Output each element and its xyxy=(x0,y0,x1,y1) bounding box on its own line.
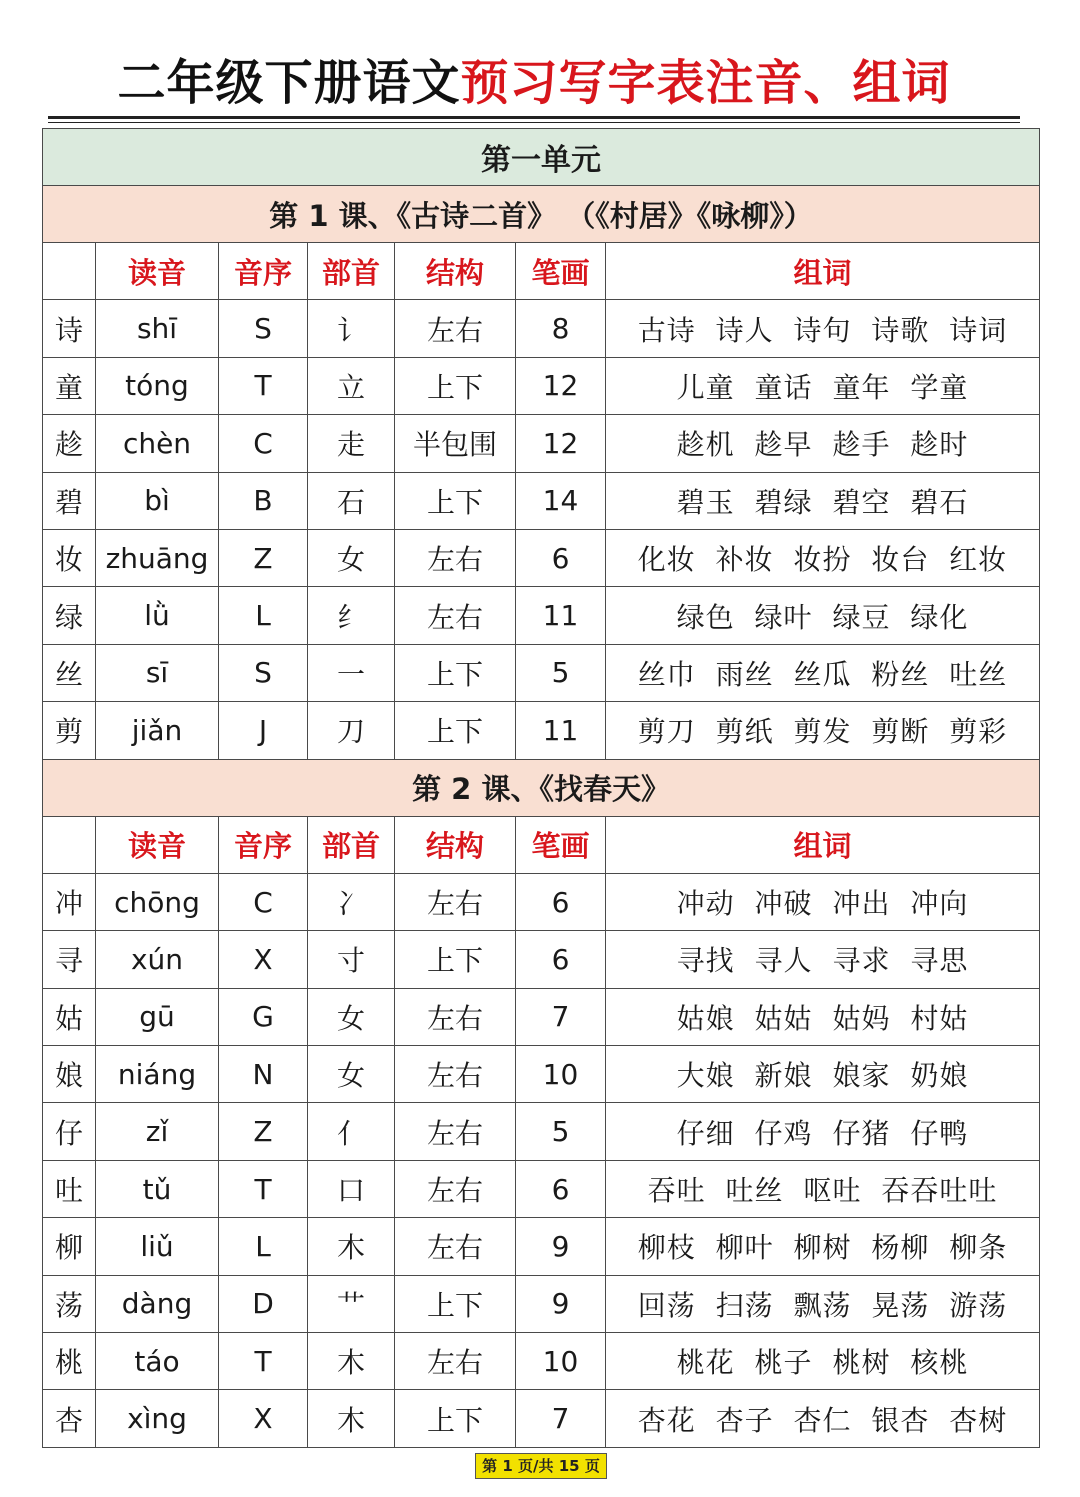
lesson-title-row xyxy=(43,186,1040,243)
table-row xyxy=(43,529,1040,586)
words-cell: 儿童 童话 童年 学童 xyxy=(606,357,1040,414)
char-cell: 仔 xyxy=(43,1103,96,1160)
lesson-title: 第 1 课、《古诗二首》 （《村居》《咏柳》） xyxy=(43,186,1040,243)
word-table xyxy=(42,128,1040,1448)
strokes-cell: 6 xyxy=(516,931,606,988)
pinyin-cell: táo xyxy=(96,1333,219,1390)
column-header: 结构 xyxy=(395,243,516,300)
column-header: 笔画 xyxy=(516,816,606,873)
order-cell: J xyxy=(219,702,308,759)
table-row xyxy=(43,873,1040,930)
column-header: 组词 xyxy=(606,816,1040,873)
structure-cell: 左右 xyxy=(395,300,516,357)
column-header: 部首 xyxy=(308,243,395,300)
order-cell: S xyxy=(219,644,308,701)
pinyin-cell: chèn xyxy=(96,415,219,472)
structure-cell: 上下 xyxy=(395,1390,516,1447)
strokes-cell: 10 xyxy=(516,1046,606,1103)
radical-cell: 刀 xyxy=(308,702,395,759)
pinyin-cell: niáng xyxy=(96,1046,219,1103)
table-row xyxy=(43,1160,1040,1217)
radical-cell: 纟 xyxy=(308,587,395,644)
words-cell: 冲动 冲破 冲出 冲向 xyxy=(606,873,1040,930)
words-cell: 寻找 寻人 寻求 寻思 xyxy=(606,931,1040,988)
words-cell: 丝巾 雨丝 丝瓜 粉丝 吐丝 xyxy=(606,644,1040,701)
radical-cell: 口 xyxy=(308,1160,395,1217)
radical-cell: 木 xyxy=(308,1390,395,1447)
structure-cell: 左右 xyxy=(395,1160,516,1217)
char-cell: 柳 xyxy=(43,1218,96,1275)
order-cell: X xyxy=(219,931,308,988)
strokes-cell: 12 xyxy=(516,415,606,472)
structure-cell: 左右 xyxy=(395,1046,516,1103)
char-cell: 诗 xyxy=(43,300,96,357)
words-cell: 回荡 扫荡 飘荡 晃荡 游荡 xyxy=(606,1275,1040,1332)
column-header: 音序 xyxy=(219,243,308,300)
pinyin-cell: sī xyxy=(96,644,219,701)
header-row xyxy=(43,243,1040,300)
radical-cell: 木 xyxy=(308,1333,395,1390)
title-rule-thin xyxy=(48,122,1020,123)
table-row xyxy=(43,931,1040,988)
pinyin-cell: xìng xyxy=(96,1390,219,1447)
page-indicator: 第 1 页/共 15 页 xyxy=(475,1453,607,1479)
order-cell: Z xyxy=(219,1103,308,1160)
strokes-cell: 6 xyxy=(516,873,606,930)
char-cell: 碧 xyxy=(43,472,96,529)
table-row xyxy=(43,644,1040,701)
words-cell: 姑娘 姑姑 姑妈 村姑 xyxy=(606,988,1040,1045)
column-header: 读音 xyxy=(96,243,219,300)
header-blank-cell xyxy=(43,816,96,873)
pinyin-cell: chōng xyxy=(96,873,219,930)
words-cell: 吞吐 吐丝 呕吐 吞吞吐吐 xyxy=(606,1160,1040,1217)
order-cell: C xyxy=(219,415,308,472)
strokes-cell: 7 xyxy=(516,1390,606,1447)
pinyin-cell: tǔ xyxy=(96,1160,219,1217)
pinyin-cell: liǔ xyxy=(96,1218,219,1275)
words-cell: 古诗 诗人 诗句 诗歌 诗词 xyxy=(606,300,1040,357)
table-row xyxy=(43,1103,1040,1160)
strokes-cell: 9 xyxy=(516,1218,606,1275)
pinyin-cell: xún xyxy=(96,931,219,988)
words-cell: 化妆 补妆 妆扮 妆台 红妆 xyxy=(606,529,1040,586)
column-header: 结构 xyxy=(395,816,516,873)
order-cell: T xyxy=(219,357,308,414)
strokes-cell: 6 xyxy=(516,1160,606,1217)
radical-cell: 女 xyxy=(308,988,395,1045)
char-cell: 妆 xyxy=(43,529,96,586)
order-cell: Z xyxy=(219,529,308,586)
structure-cell: 上下 xyxy=(395,702,516,759)
words-cell: 杏花 杏子 杏仁 银杏 杏树 xyxy=(606,1390,1040,1447)
pinyin-cell: zǐ xyxy=(96,1103,219,1160)
column-header: 读音 xyxy=(96,816,219,873)
structure-cell: 左右 xyxy=(395,1103,516,1160)
table-body xyxy=(43,129,1040,1448)
structure-cell: 左右 xyxy=(395,587,516,644)
words-cell: 趁机 趁早 趁手 趁时 xyxy=(606,415,1040,472)
column-header: 笔画 xyxy=(516,243,606,300)
char-cell: 吐 xyxy=(43,1160,96,1217)
radical-cell: 一 xyxy=(308,644,395,701)
page-title-black: 二年级下册语文 xyxy=(117,55,461,111)
pinyin-cell: tóng xyxy=(96,357,219,414)
order-cell: X xyxy=(219,1390,308,1447)
strokes-cell: 6 xyxy=(516,529,606,586)
unit-row xyxy=(43,129,1040,186)
pinyin-cell: gū xyxy=(96,988,219,1045)
table-row xyxy=(43,472,1040,529)
radical-cell: 走 xyxy=(308,415,395,472)
words-cell: 剪刀 剪纸 剪发 剪断 剪彩 xyxy=(606,702,1040,759)
table-row xyxy=(43,1275,1040,1332)
structure-cell: 上下 xyxy=(395,472,516,529)
radical-cell: 木 xyxy=(308,1218,395,1275)
unit-title: 第一单元 xyxy=(43,129,1040,186)
title-area xyxy=(48,52,1020,124)
header-blank-cell xyxy=(43,243,96,300)
order-cell: D xyxy=(219,1275,308,1332)
radical-cell: 立 xyxy=(308,357,395,414)
lesson-title-row xyxy=(43,759,1040,816)
column-header: 部首 xyxy=(308,816,395,873)
pinyin-cell: bì xyxy=(96,472,219,529)
table-row xyxy=(43,1218,1040,1275)
char-cell: 冲 xyxy=(43,873,96,930)
structure-cell: 半包围 xyxy=(395,415,516,472)
char-cell: 趁 xyxy=(43,415,96,472)
strokes-cell: 5 xyxy=(516,1103,606,1160)
radical-cell: 亻 xyxy=(308,1103,395,1160)
structure-cell: 左右 xyxy=(395,873,516,930)
words-cell: 桃花 桃子 桃树 核桃 xyxy=(606,1333,1040,1390)
header-row xyxy=(43,816,1040,873)
page-title xyxy=(48,52,1020,114)
strokes-cell: 10 xyxy=(516,1333,606,1390)
pinyin-cell: dàng xyxy=(96,1275,219,1332)
char-cell: 荡 xyxy=(43,1275,96,1332)
char-cell: 绿 xyxy=(43,587,96,644)
char-cell: 姑 xyxy=(43,988,96,1045)
page-title-red: 预习写字表注音、组词 xyxy=(460,55,951,111)
radical-cell: 女 xyxy=(308,529,395,586)
radical-cell: 冫 xyxy=(308,873,395,930)
order-cell: C xyxy=(219,873,308,930)
order-cell: T xyxy=(219,1160,308,1217)
title-rule-thick xyxy=(48,116,1020,119)
strokes-cell: 11 xyxy=(516,587,606,644)
char-cell: 寻 xyxy=(43,931,96,988)
column-header: 音序 xyxy=(219,816,308,873)
pinyin-cell: shī xyxy=(96,300,219,357)
pinyin-cell: zhuāng xyxy=(96,529,219,586)
pinyin-cell: jiǎn xyxy=(96,702,219,759)
lesson-title: 第 2 课、《找春天》 xyxy=(43,759,1040,816)
order-cell: S xyxy=(219,300,308,357)
strokes-cell: 7 xyxy=(516,988,606,1045)
radical-cell: 讠 xyxy=(308,300,395,357)
words-cell: 大娘 新娘 娘家 奶娘 xyxy=(606,1046,1040,1103)
order-cell: N xyxy=(219,1046,308,1103)
words-cell: 绿色 绿叶 绿豆 绿化 xyxy=(606,587,1040,644)
char-cell: 丝 xyxy=(43,644,96,701)
structure-cell: 左右 xyxy=(395,529,516,586)
char-cell: 桃 xyxy=(43,1333,96,1390)
table-row xyxy=(43,1046,1040,1103)
table-row xyxy=(43,357,1040,414)
structure-cell: 上下 xyxy=(395,931,516,988)
char-cell: 童 xyxy=(43,357,96,414)
table-row xyxy=(43,415,1040,472)
structure-cell: 左右 xyxy=(395,1333,516,1390)
structure-cell: 上下 xyxy=(395,644,516,701)
strokes-cell: 11 xyxy=(516,702,606,759)
strokes-cell: 8 xyxy=(516,300,606,357)
order-cell: L xyxy=(219,1218,308,1275)
structure-cell: 上下 xyxy=(395,1275,516,1332)
words-cell: 碧玉 碧绿 碧空 碧石 xyxy=(606,472,1040,529)
strokes-cell: 14 xyxy=(516,472,606,529)
table-row xyxy=(43,988,1040,1045)
pinyin-cell: lǜ xyxy=(96,587,219,644)
table-row xyxy=(43,587,1040,644)
structure-cell: 上下 xyxy=(395,357,516,414)
strokes-cell: 12 xyxy=(516,357,606,414)
strokes-cell: 5 xyxy=(516,644,606,701)
char-cell: 杏 xyxy=(43,1390,96,1447)
order-cell: G xyxy=(219,988,308,1045)
order-cell: B xyxy=(219,472,308,529)
table-row xyxy=(43,702,1040,759)
order-cell: L xyxy=(219,587,308,644)
column-header: 组词 xyxy=(606,243,1040,300)
table-row xyxy=(43,1390,1040,1447)
radical-cell: 寸 xyxy=(308,931,395,988)
table-row xyxy=(43,1333,1040,1390)
radical-cell: 石 xyxy=(308,472,395,529)
structure-cell: 左右 xyxy=(395,1218,516,1275)
strokes-cell: 9 xyxy=(516,1275,606,1332)
char-cell: 剪 xyxy=(43,702,96,759)
radical-cell: 艹 xyxy=(308,1275,395,1332)
structure-cell: 左右 xyxy=(395,988,516,1045)
radical-cell: 女 xyxy=(308,1046,395,1103)
char-cell: 娘 xyxy=(43,1046,96,1103)
table-row xyxy=(43,300,1040,357)
words-cell: 仔细 仔鸡 仔猪 仔鸭 xyxy=(606,1103,1040,1160)
order-cell: T xyxy=(219,1333,308,1390)
words-cell: 柳枝 柳叶 柳树 杨柳 柳条 xyxy=(606,1218,1040,1275)
